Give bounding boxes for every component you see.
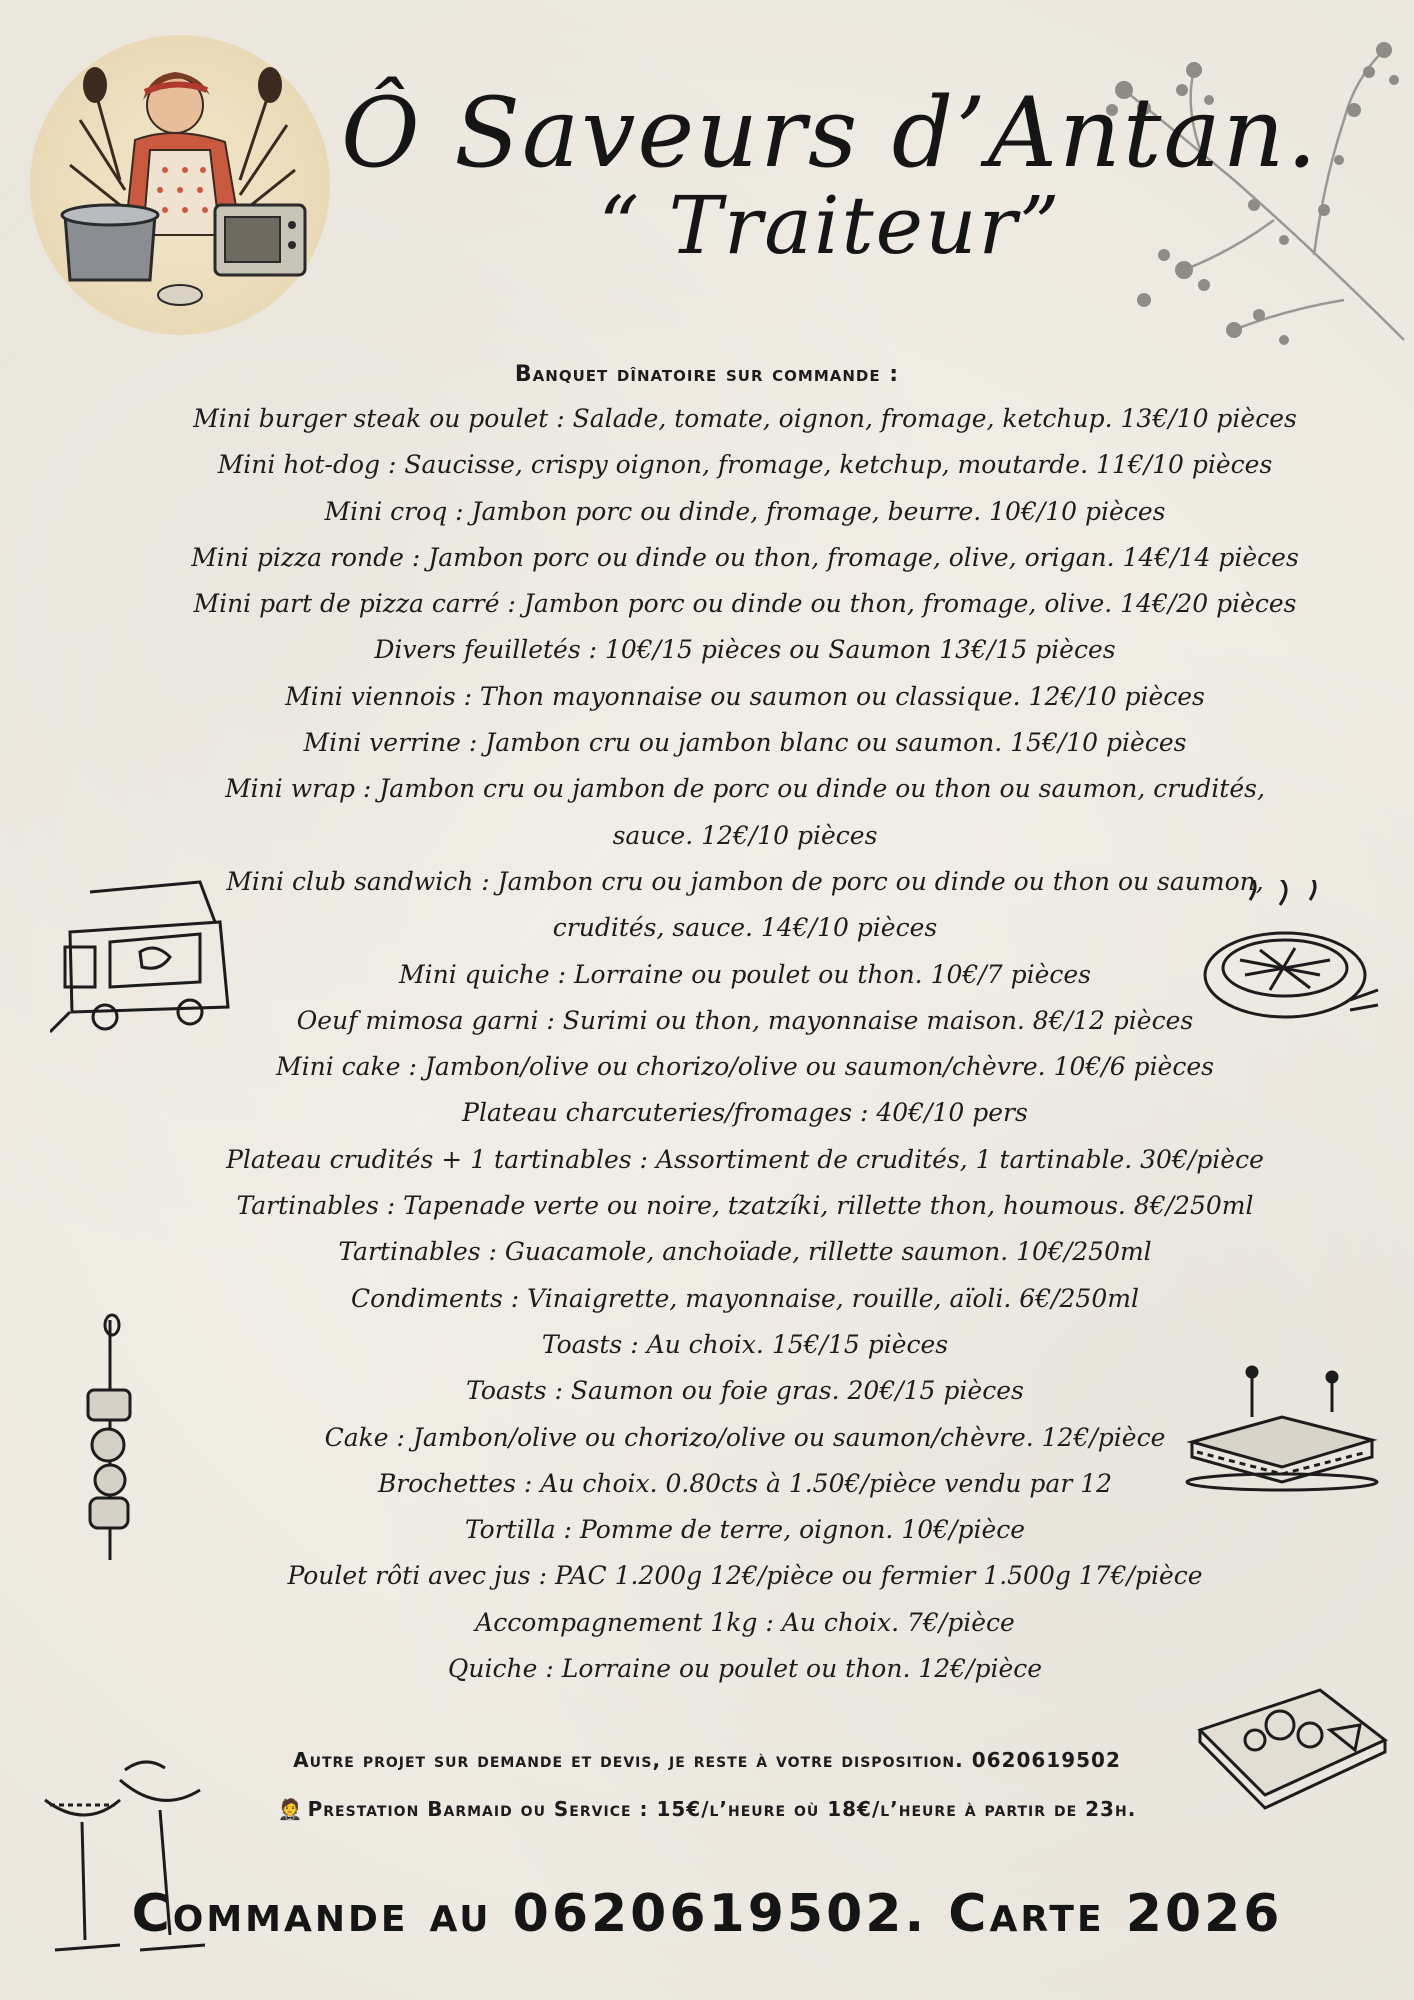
menu-list <box>180 396 1310 1692</box>
menu-item: Mini part de pizza carré : Jambon porc ou dinde ou thon, fromage, olive. 14€/20 pièces <box>193 589 1297 619</box>
menu-item: Brochettes : Au choix. 0.80cts à 1.50€/pièce vendu par 12 <box>377 1468 1113 1498</box>
menu-item: Plateau crudités + 1 tartinables : Assortiment de crudités, 1 tartinable. 30€/pièce <box>226 1144 1264 1174</box>
menu-item: Mini hot-dog : Saucisse, crispy oignon, fromage, ketchup, moutarde. 11€/10 pièces <box>217 450 1273 480</box>
menu-item: Mini cake : Jambon/olive ou chorizo/olive ou saumon/chèvre. 10€/6 pièces <box>276 1052 1214 1082</box>
menu-item: Plateau charcuteries/fromages : 40€/10 pers <box>462 1098 1028 1128</box>
menu-item: Poulet rôti avec jus : PAC 1.200g 12€/pièce ou fermier 1.500g 17€/pièce <box>287 1561 1203 1591</box>
chef-woman-illustration <box>25 30 335 340</box>
menu-item: Tartinables : Guacamole, anchoïade, rillette saumon. 10€/250ml <box>338 1237 1152 1267</box>
menu-item: Divers feuilletés : 10€/15 pièces ou Saumon 13€/15 pièces <box>374 635 1116 665</box>
menu-item: Mini pizza ronde : Jambon porc ou dinde ou thon, fromage, olive, origan. 14€/14 pièces <box>191 542 1299 572</box>
menu-item: Toasts : Saumon ou foie gras. 20€/15 pièces <box>466 1376 1024 1406</box>
menu-item: Cake : Jambon/olive ou chorizo/olive ou saumon/chèvre. 12€/pièce <box>324 1422 1166 1452</box>
service-note-text: Prestation Barmaid ou Service : 15€/l’heure où 18€/l’heure à partir de 23h. <box>307 1797 1137 1821</box>
menu-item: Mini verrine : Jambon cru ou jambon blanc ou saumon. 15€/10 pièces <box>303 728 1187 758</box>
page-subtitle: “ Traiteur” <box>598 179 1062 272</box>
menu-item: Mini club sandwich : Jambon cru ou jambon de porc ou dinde ou thon ou saumon, <box>226 866 1264 896</box>
cocktail-glasses-sketch <box>25 1760 215 1980</box>
menu-item: Oeuf mimosa garni : Surimi ou thon, mayonnaise maison. 8€/12 pièces <box>296 1005 1194 1035</box>
menu-item: Condiments : Vinaigrette, mayonnaise, rouille, aïoli. 6€/250ml <box>351 1283 1139 1313</box>
skewer-sketch <box>70 1310 150 1570</box>
waiter-icon: 🤵 <box>277 1797 304 1821</box>
menu-item: sauce. 12€/10 pièces <box>612 820 878 850</box>
menu-item: Mini burger steak ou poulet : Salade, tomate, oignon, fromage, ketchup. 13€/10 pièces <box>193 404 1297 433</box>
menu-item: Mini viennois : Thon mayonnaise ou saumon ou classique. 12€/10 pièces <box>285 681 1205 711</box>
menu-item: Toasts : Au choix. 15€/15 pièces <box>541 1329 949 1359</box>
section-heading: Banquet dînatoire sur commande : <box>514 362 900 387</box>
page-title: Ô Saveurs d’Antan. <box>340 77 1320 189</box>
menu-item: crudités, sauce. 14€/10 pièces <box>552 913 938 943</box>
custom-project-note: Autre projet sur demande et devis, je reste à votre disposition. 0620619502 <box>293 1748 1121 1772</box>
menu-item: Quiche : Lorraine ou poulet ou thon. 12€/pièce <box>447 1654 1043 1684</box>
menu-item: Tortilla : Pomme de terre, oignon. 10€/pièce <box>464 1515 1026 1545</box>
menu-item: Mini quiche : Lorraine ou poulet ou thon. 10€/7 pièces <box>399 959 1091 989</box>
menu-item: Accompagnement 1kg : Au choix. 7€/pièce <box>475 1607 1015 1637</box>
menu-item: Tartinables : Tapenade verte ou noire, tzatzíki, rillette thon, houmous. 8€/250ml <box>236 1191 1254 1221</box>
service-note <box>0 1797 1414 1821</box>
menu-item: Mini croq : Jambon porc ou dinde, fromage, beurre. 10€/10 pièces <box>324 496 1166 526</box>
menu-item: Mini wrap : Jambon cru ou jambon de porc ou dinde ou thon ou saumon, crudités, <box>225 774 1265 804</box>
order-banner: Commande au 0620619502. Carte 2026 <box>131 1884 1283 1944</box>
